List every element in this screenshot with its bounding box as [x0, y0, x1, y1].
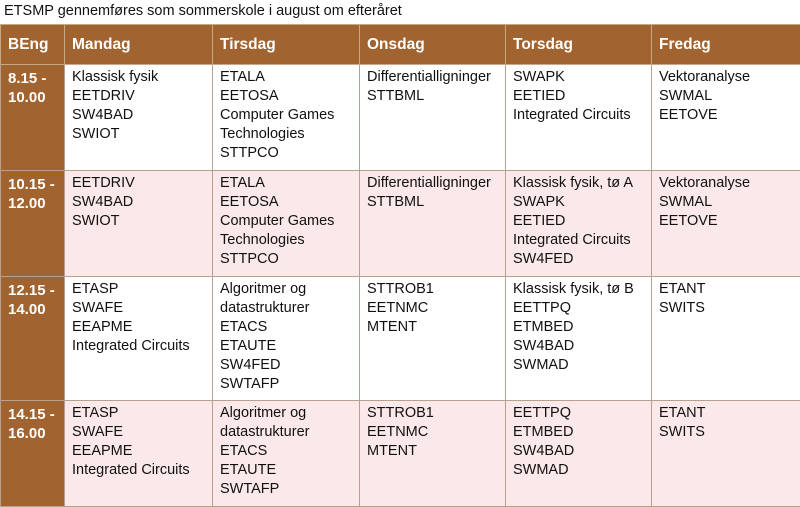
course-code: ETANT: [659, 280, 796, 299]
course-code: Algoritmer og: [220, 280, 355, 299]
course-code: EETNMC: [367, 423, 501, 442]
cell-tirsdag: [213, 277, 360, 401]
course-code: ETAUTE: [220, 337, 355, 356]
schedule-caption: ETSMP gennemføres som sommerskole i august om efteråret: [4, 2, 402, 22]
course-code: Integrated Circuits: [72, 337, 208, 356]
course-code: Differentialligninger: [367, 68, 501, 87]
course-code: SW4BAD: [513, 337, 647, 356]
time-slot-cell: [1, 65, 65, 171]
time-slot-line: 16.00: [8, 424, 60, 443]
course-code: MTENT: [367, 318, 501, 337]
course-code: SWIOT: [72, 212, 208, 231]
course-code: SWMAL: [659, 87, 796, 106]
time-slot-line: 12.15 -: [8, 281, 60, 300]
course-code: ETANT: [659, 404, 796, 423]
schedule-body: [1, 65, 800, 507]
course-code: Vektoranalyse: [659, 174, 796, 193]
course-code: Integrated Circuits: [513, 231, 647, 250]
time-slot-cell: [1, 171, 65, 277]
course-code: EETDRIV: [72, 87, 208, 106]
course-code: Vektoranalyse: [659, 68, 796, 87]
course-code: Integrated Circuits: [513, 106, 647, 125]
course-code: ETALA: [220, 68, 355, 87]
cell-torsdag: [506, 277, 652, 401]
cell-tirsdag: [213, 65, 360, 171]
time-slot-line: 14.00: [8, 300, 60, 319]
course-code: STTBML: [367, 193, 501, 212]
header-torsdag: Torsdag: [506, 25, 652, 65]
course-code: EETIED: [513, 87, 647, 106]
header-fredag: Fredag: [652, 25, 800, 65]
course-code: SWAFE: [72, 299, 208, 318]
course-code: SW4BAD: [72, 193, 208, 212]
course-code: STTROB1: [367, 404, 501, 423]
header-row: [1, 25, 800, 65]
course-code: STTBML: [367, 87, 501, 106]
course-code: EEAPME: [72, 442, 208, 461]
course-code: EETOSA: [220, 87, 355, 106]
course-code: EETTPQ: [513, 299, 647, 318]
course-code: ETACS: [220, 442, 355, 461]
cell-tirsdag: [213, 171, 360, 277]
course-code: SWITS: [659, 299, 796, 318]
header-onsdag: Onsdag: [360, 25, 506, 65]
course-code: STTROB1: [367, 280, 501, 299]
cell-onsdag: [360, 171, 506, 277]
course-code: SWAPK: [513, 68, 647, 87]
time-slot-line: 10.00: [8, 88, 60, 107]
course-code: SWTAFP: [220, 375, 355, 394]
header-mandag: Mandag: [65, 25, 213, 65]
cell-fredag: [652, 401, 800, 507]
course-code: SWMAL: [659, 193, 796, 212]
course-code: Klassisk fysik, tø A: [513, 174, 647, 193]
course-code: EETTPQ: [513, 404, 647, 423]
course-code: SWAPK: [513, 193, 647, 212]
course-code: SWIOT: [72, 125, 208, 144]
time-slot-line: 10.15 -: [8, 175, 60, 194]
cell-onsdag: [360, 65, 506, 171]
cell-fredag: [652, 65, 800, 171]
course-code: ETALA: [220, 174, 355, 193]
course-code: EETIED: [513, 212, 647, 231]
cell-mandag: [65, 401, 213, 507]
course-code: ETMBED: [513, 318, 647, 337]
cell-fredag: [652, 171, 800, 277]
time-slot-cell: [1, 277, 65, 401]
course-code: ETMBED: [513, 423, 647, 442]
course-code: ETAUTE: [220, 461, 355, 480]
time-slot-cell: [1, 401, 65, 507]
schedule-table: [0, 24, 800, 507]
course-code: SWITS: [659, 423, 796, 442]
course-code: Computer Games: [220, 212, 355, 231]
cell-torsdag: [506, 401, 652, 507]
course-code: SWMAD: [513, 356, 647, 375]
table-row: [1, 171, 800, 277]
table-row: [1, 401, 800, 507]
cell-tirsdag: [213, 401, 360, 507]
course-code: EETOSA: [220, 193, 355, 212]
course-code: STTPCO: [220, 144, 355, 163]
course-code: ETASP: [72, 280, 208, 299]
header-tirsdag: Tirsdag: [213, 25, 360, 65]
course-code: EETOVE: [659, 106, 796, 125]
course-code: datastrukturer: [220, 299, 355, 318]
course-code: STTPCO: [220, 250, 355, 269]
course-code: SW4FED: [220, 356, 355, 375]
course-code: EETOVE: [659, 212, 796, 231]
cell-onsdag: [360, 401, 506, 507]
time-slot-line: 14.15 -: [8, 405, 60, 424]
header-beng: BEng: [1, 25, 65, 65]
course-code: Integrated Circuits: [72, 461, 208, 480]
course-code: SW4BAD: [72, 106, 208, 125]
course-code: datastrukturer: [220, 423, 355, 442]
table-row: [1, 277, 800, 401]
course-code: SWTAFP: [220, 480, 355, 499]
course-code: SWMAD: [513, 461, 647, 480]
course-code: Klassisk fysik: [72, 68, 208, 87]
course-code: Technologies: [220, 125, 355, 144]
cell-mandag: [65, 277, 213, 401]
course-code: Differentialligninger: [367, 174, 501, 193]
course-code: MTENT: [367, 442, 501, 461]
course-code: ETASP: [72, 404, 208, 423]
cell-torsdag: [506, 65, 652, 171]
cell-mandag: [65, 65, 213, 171]
cell-mandag: [65, 171, 213, 277]
cell-fredag: [652, 277, 800, 401]
course-code: SWAFE: [72, 423, 208, 442]
course-code: SW4FED: [513, 250, 647, 269]
course-code: Klassisk fysik, tø B: [513, 280, 647, 299]
course-code: Algoritmer og: [220, 404, 355, 423]
time-slot-line: 12.00: [8, 194, 60, 213]
cell-onsdag: [360, 277, 506, 401]
course-code: EEAPME: [72, 318, 208, 337]
course-code: EETDRIV: [72, 174, 208, 193]
course-code: Computer Games: [220, 106, 355, 125]
cell-torsdag: [506, 171, 652, 277]
table-row: [1, 65, 800, 171]
course-code: Technologies: [220, 231, 355, 250]
time-slot-line: 8.15 -: [8, 69, 60, 88]
course-code: EETNMC: [367, 299, 501, 318]
course-code: SW4BAD: [513, 442, 647, 461]
course-code: ETACS: [220, 318, 355, 337]
